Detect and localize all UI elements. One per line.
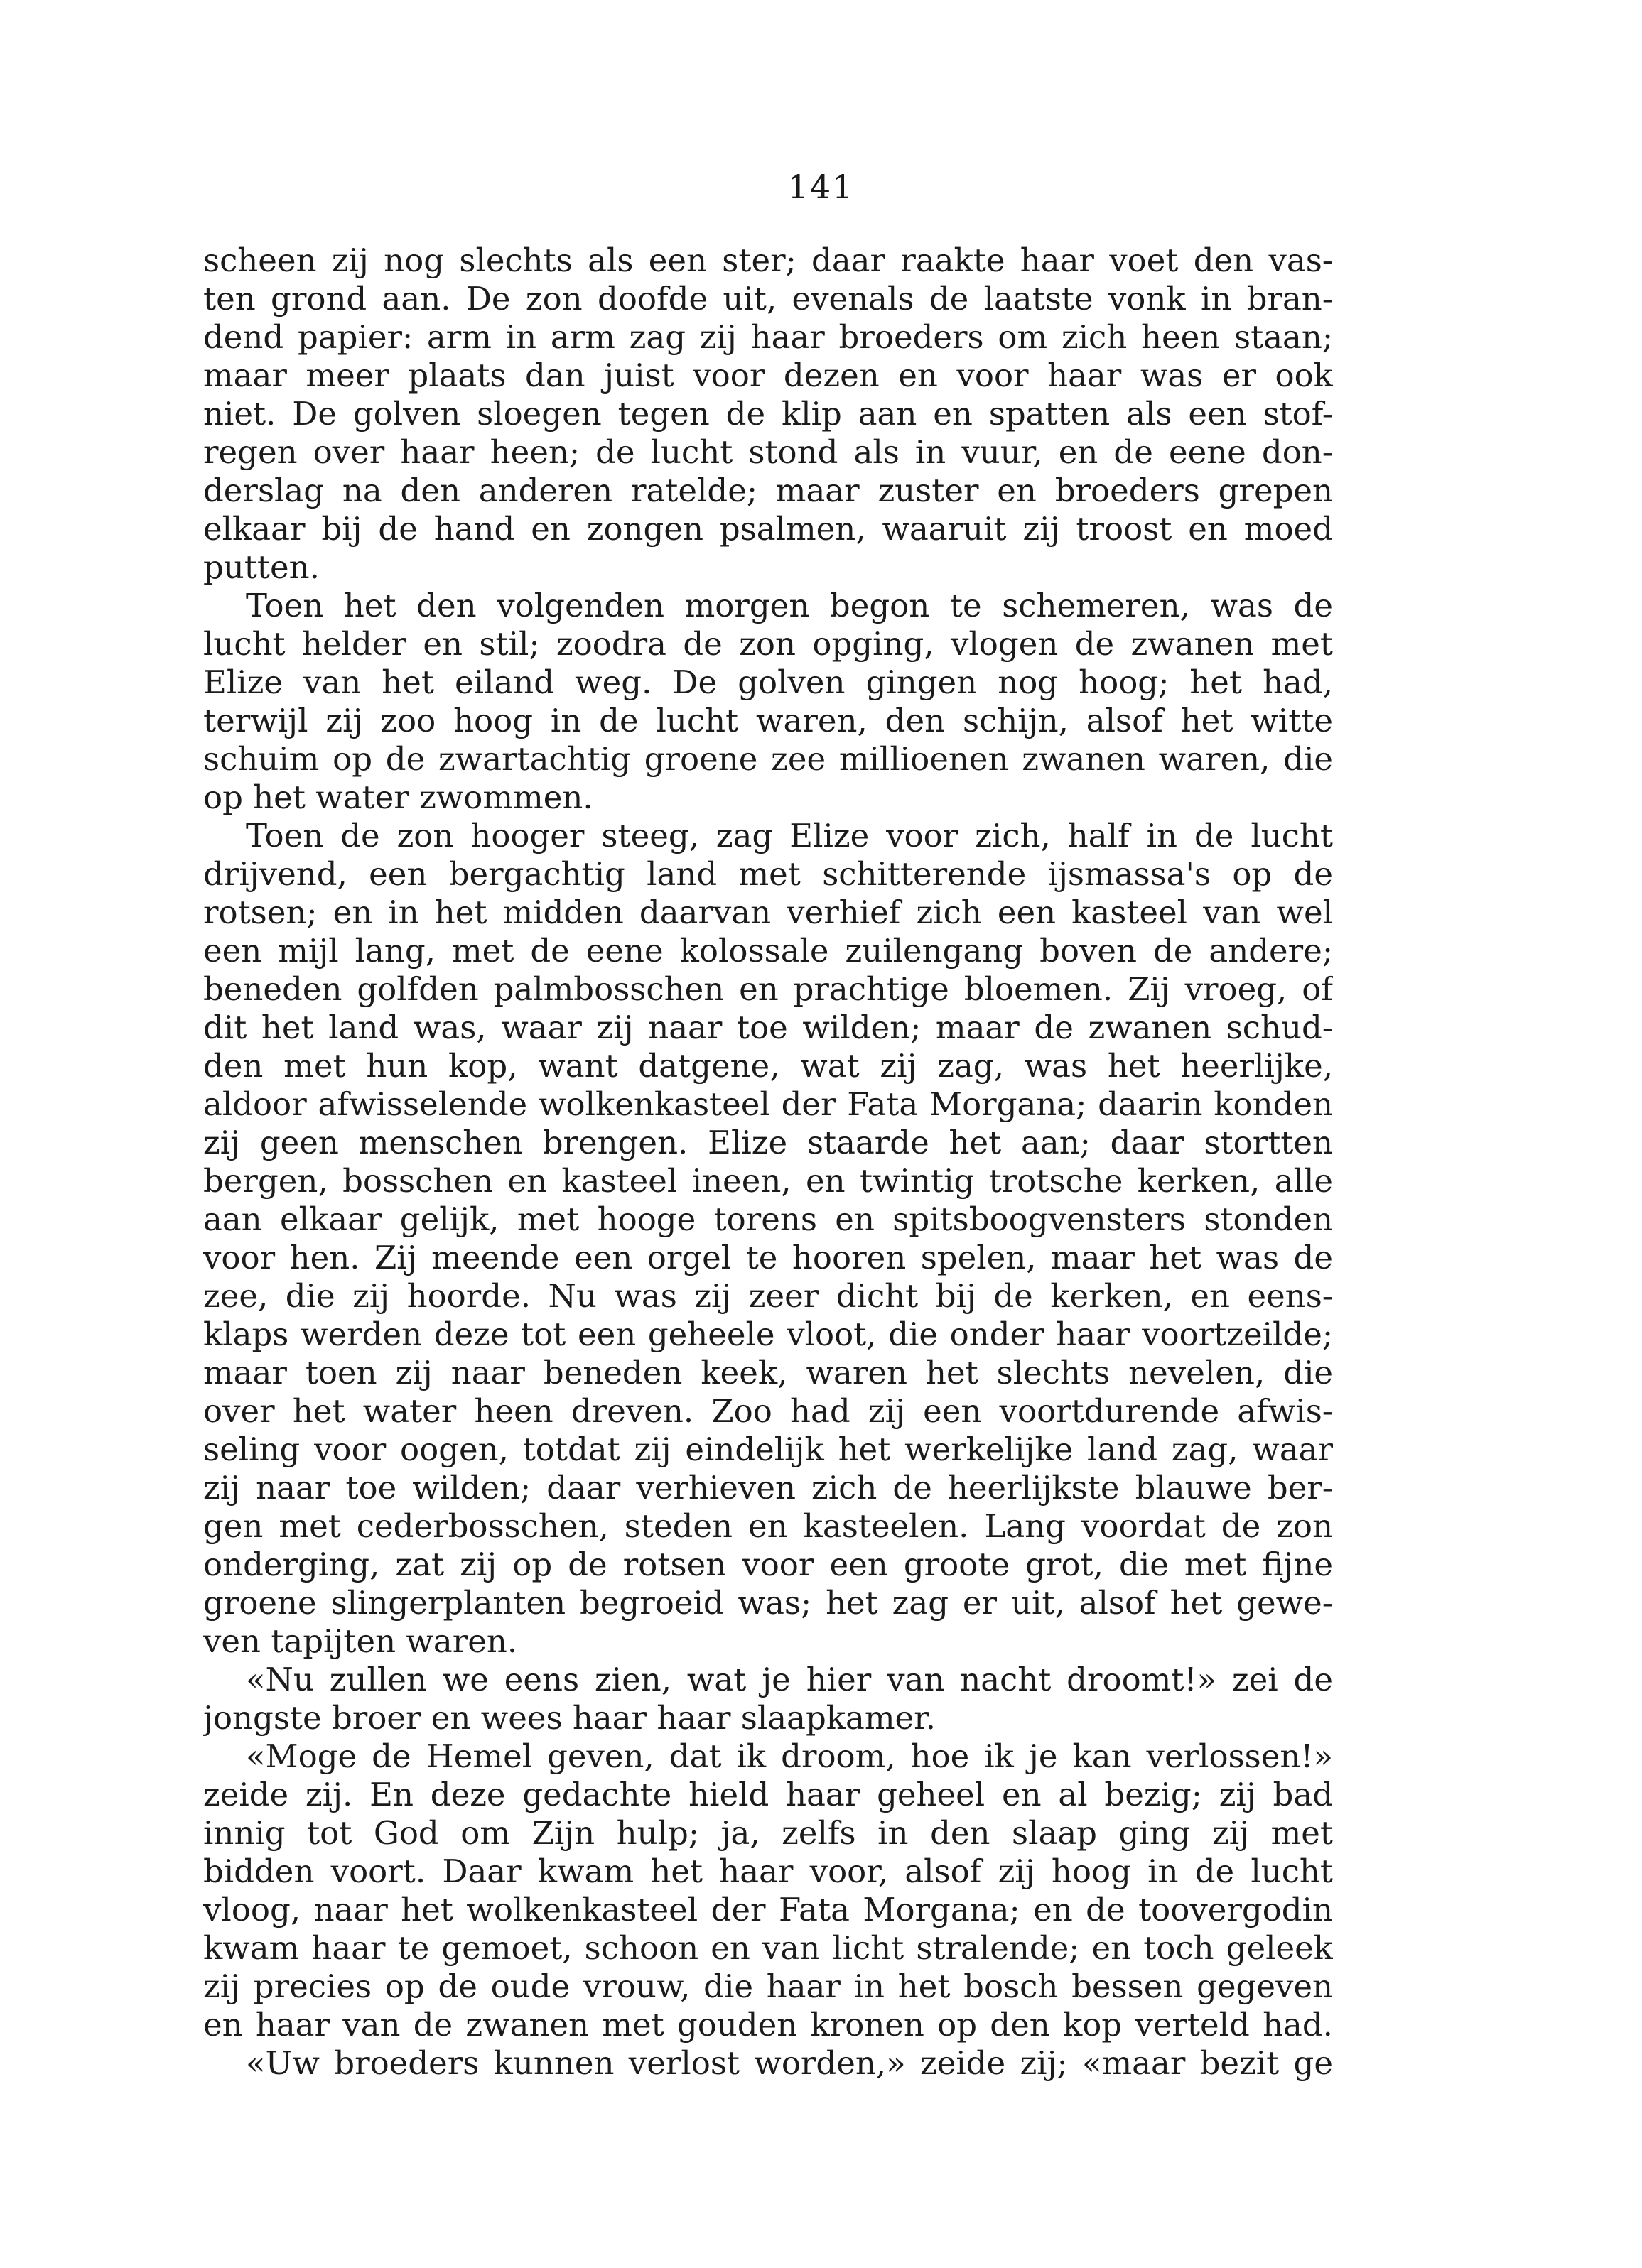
text-line: bidden voort. Daar kwam het haar voor, alsof zij hoog in de lucht xyxy=(203,1852,1333,1890)
text-line: derslag na den anderen ratelde; maar zuster en broeders grepen xyxy=(203,472,1333,509)
text-line: regen over haar heen; de lucht stond als in vuur, en de eene don- xyxy=(203,433,1333,471)
text-line: dend papier: arm in arm zag zij haar broeders om zich heen staan; xyxy=(203,318,1333,356)
text-line: jongste broer en wees haar haar slaapkamer. xyxy=(203,1699,936,1737)
text-line: zee, die zij hoorde. Nu was zij zeer dicht bij de kerken, en eens- xyxy=(203,1277,1333,1315)
text-line: beneden golfden palmbosschen en prachtige bloemen. Zij vroeg, of xyxy=(203,970,1333,1008)
text-line: schuim op de zwartachtig groene zee millioenen zwanen waren, die xyxy=(203,740,1333,778)
text-line: zeide zij. En deze gedachte hield haar geheel en al bezig; zij bad xyxy=(203,1776,1333,1813)
page-number: 141 xyxy=(787,168,855,206)
text-line: en haar van de zwanen met gouden kronen op den kop verteld had. xyxy=(203,2006,1333,2044)
text-line: «Uw broeders kunnen verlost worden,» zeide zij; «maar bezit ge xyxy=(246,2044,1333,2082)
text-line: «Nu zullen we eens zien, wat je hier van nacht droomt!» zei de xyxy=(246,1661,1333,1698)
text-line: onderging, zat zij op de rotsen voor een groote grot, die met fijne xyxy=(203,1546,1333,1583)
text-line: ven tapijten waren. xyxy=(203,1622,518,1660)
text-line: kwam haar te gemoet, schoon en van licht stralende; en toch geleek xyxy=(203,1929,1333,1967)
body-text xyxy=(203,242,1333,2083)
text-line: niet. De golven sloegen tegen de klip aan en spatten als een stof- xyxy=(203,395,1333,433)
text-line: vloog, naar het wolkenkasteel der Fata Morgana; en de toovergodin xyxy=(203,1891,1333,1928)
text-line: bergen, bosschen en kasteel ineen, en twintig trotsche kerken, alle xyxy=(203,1162,1333,1200)
text-line: aan elkaar gelijk, met hooge torens en spitsboogvensters stonden xyxy=(203,1200,1333,1238)
text-line: den met hun kop, want datgene, wat zij zag, was het heerlijke, xyxy=(203,1047,1333,1085)
text-line: zij precies op de oude vrouw, die haar in het bosch bessen gegeven xyxy=(203,1968,1333,2005)
text-line: ten grond aan. De zon doofde uit, evenals de laatste vonk in bran- xyxy=(203,280,1333,318)
text-line: gen met cederbosschen, steden en kasteelen. Lang voordat de zon xyxy=(203,1507,1333,1545)
text-line: zij geen menschen brengen. Elize staarde het aan; daar stortten xyxy=(203,1124,1333,1161)
text-line: op het water zwommen. xyxy=(203,778,593,816)
text-line: maar meer plaats dan juist voor dezen en voor haar was er ook xyxy=(203,357,1333,394)
text-line: aldoor afwisselende wolkenkasteel der Fata Morgana; daarin konden xyxy=(203,1085,1333,1123)
text-line: innig tot God om Zijn hulp; ja, zelfs in den slaap ging zij met xyxy=(203,1814,1333,1852)
text-line: zij naar toe wilden; daar verhieven zich de heerlijkste blauwe ber- xyxy=(203,1469,1333,1507)
text-line: elkaar bij de hand en zongen psalmen, waaruit zij troost en moed xyxy=(203,510,1333,548)
text-line: scheen zij nog slechts als een ster; daar raakte haar voet den vas- xyxy=(203,242,1333,279)
text-line: rotsen; en in het midden daarvan verhief zich een kasteel van wel xyxy=(203,894,1333,931)
text-line: Toen de zon hooger steeg, zag Elize voor zich, half in de lucht xyxy=(246,817,1333,854)
text-line: groene slingerplanten begroeid was; het zag er uit, alsof het gewe- xyxy=(203,1584,1333,1622)
text-line: lucht helder en stil; zoodra de zon opging, vlogen de zwanen met xyxy=(203,625,1333,663)
text-line: terwijl zij zoo hoog in de lucht waren, den schijn, alsof het witte xyxy=(203,702,1333,739)
text-line: maar toen zij naar beneden keek, waren het slechts nevelen, die xyxy=(203,1354,1333,1391)
text-line: drijvend, een bergachtig land met schitterende ijsmassa's op de xyxy=(203,855,1333,893)
text-line: dit het land was, waar zij naar toe wilden; maar de zwanen schud- xyxy=(203,1009,1333,1046)
text-line: «Moge de Hemel geven, dat ik droom, hoe ik je kan verlossen!» xyxy=(246,1737,1333,1775)
text-line: voor hen. Zij meende een orgel te hooren spelen, maar het was de xyxy=(203,1239,1333,1276)
text-line: Elize van het eiland weg. De golven gingen nog hoog; het had, xyxy=(203,663,1333,701)
text-line: Toen het den volgenden morgen begon te schemeren, was de xyxy=(246,587,1333,624)
text-line: putten. xyxy=(203,548,320,586)
text-line: seling voor oogen, totdat zij eindelijk het werkelijke land zag, waar xyxy=(203,1431,1333,1468)
text-line: over het water heen dreven. Zoo had zij een voortdurende afwis- xyxy=(203,1392,1333,1430)
text-line: een mijl lang, met de eene kolossale zuilengang boven de andere; xyxy=(203,932,1333,970)
text-line: klaps werden deze tot een geheele vloot, die onder haar voortzeilde; xyxy=(203,1315,1333,1353)
